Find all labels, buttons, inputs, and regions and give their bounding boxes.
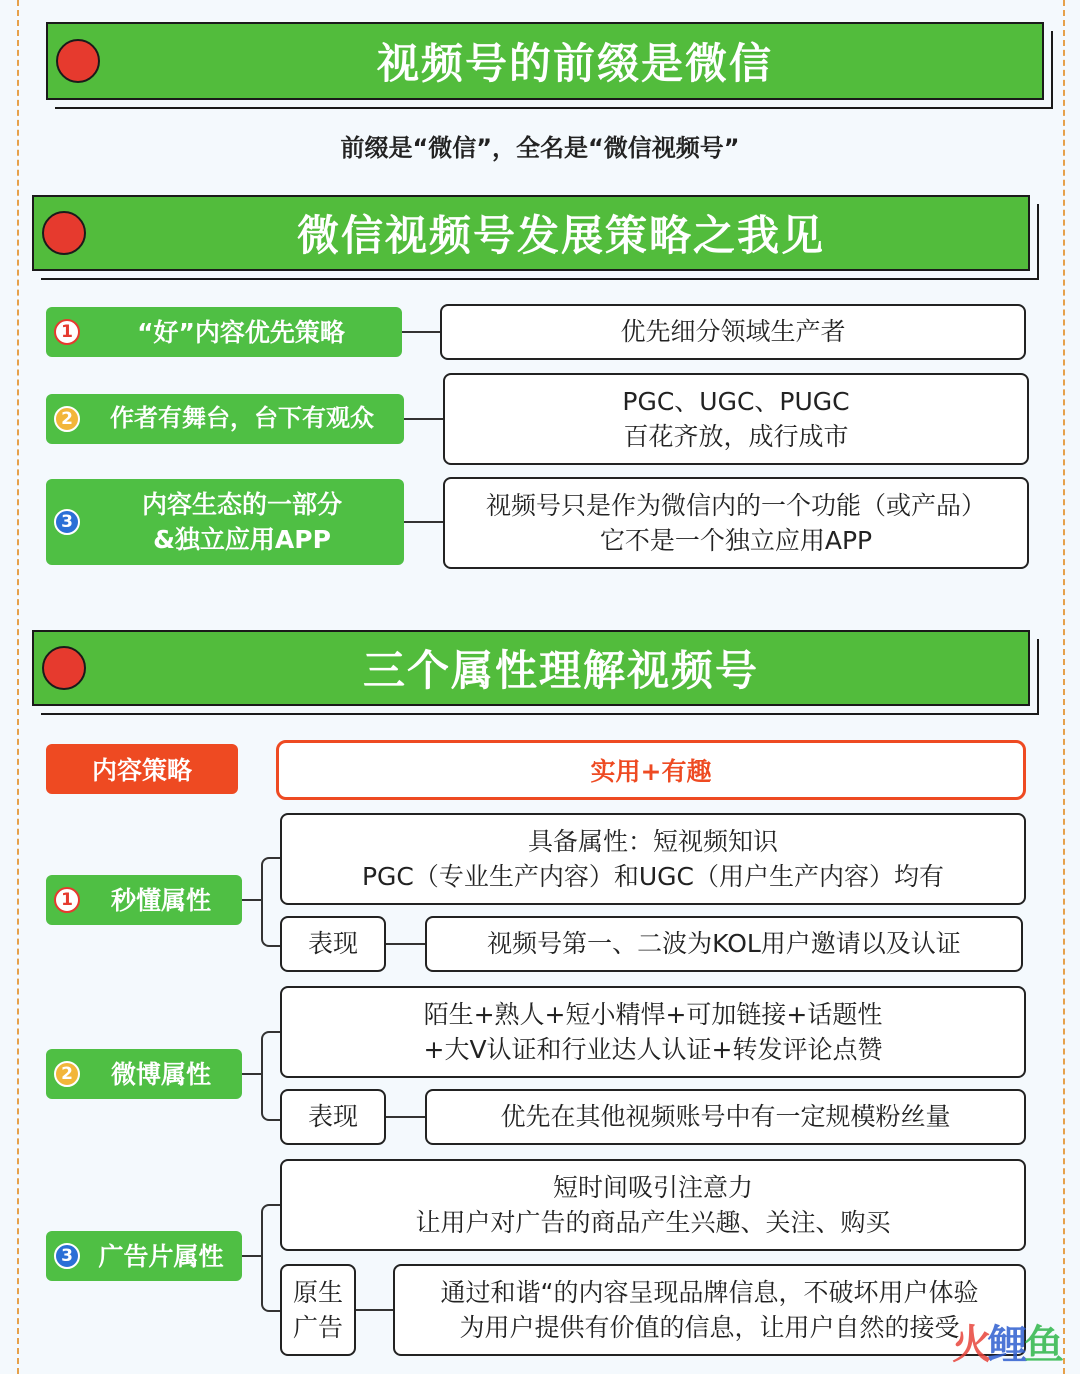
section1-banner [46, 22, 1044, 100]
strategy-2-desc-line2: 百花齐放，成行成市 [623, 422, 849, 451]
attribute-3-sub-desc-box [393, 1264, 1026, 1356]
left-dashed-border [17, 0, 19, 1374]
bracket [261, 1204, 281, 1312]
attribute-1-desc-box [280, 813, 1026, 905]
number-1-icon: 1 [54, 319, 80, 345]
connector [356, 1309, 393, 1311]
number-3-icon: 3 [54, 509, 80, 535]
connector [242, 1255, 262, 1257]
section1-title: 视频号的前缀是微信 [376, 39, 773, 88]
strategy-1-label: “好”内容优先策略 [137, 317, 345, 347]
strategy-3-label-line1: 内容生态的一部分 [141, 490, 342, 519]
attribute-1-sub-desc: 视频号第一、二波为KOL用户邀请以及认证 [487, 929, 961, 959]
connector [386, 1116, 425, 1118]
attribute-2-label: 微博属性 [110, 1059, 211, 1089]
watermark-logo: 火鲤鱼 [952, 1322, 1060, 1368]
number-2-icon: 2 [54, 406, 80, 432]
strategy-1-desc: 优先细分领域生产者 [620, 317, 846, 347]
attribute-3-desc-box [280, 1159, 1026, 1251]
connector [402, 331, 440, 333]
number-1-icon: 1 [54, 887, 80, 913]
strategy-2-label: 作者有舞台，台下有观众 [110, 404, 374, 433]
strategy-2-label-box [46, 394, 404, 444]
strategy-1-label-box [46, 307, 402, 357]
attribute-3-label-box [46, 1231, 242, 1281]
attribute-2-desc-line2: +大V认证和行业达人认证+转发评论点赞 [423, 1035, 883, 1064]
section2-banner [32, 195, 1030, 271]
attribute-2-desc-box [280, 986, 1026, 1078]
section3-title: 三个属性理解视频号 [362, 646, 759, 695]
section3-banner [32, 630, 1030, 706]
attribute-3-sub-desc-line1: 通过和谐“的内容呈现品牌信息，不破坏用户体验 [440, 1277, 979, 1307]
number-2-icon: 2 [54, 1061, 80, 1087]
strategy-2-desc-line1: PGC、UGC、PUGC [622, 386, 850, 416]
strategy-3-label-line2: &独立应用APP [153, 525, 331, 554]
attribute-1-label: 秒懂属性 [110, 885, 211, 915]
section2-title: 微信视频号发展策略之我见 [296, 211, 825, 260]
connector [242, 1073, 262, 1075]
attribute-1-label-box [46, 875, 242, 925]
attribute-3-sub-label: 原生 广告 [280, 1264, 356, 1356]
right-dashed-border [1063, 0, 1065, 1374]
red-dot-icon [56, 39, 100, 83]
red-dot-icon [42, 646, 86, 690]
number-3-icon: 3 [54, 1243, 80, 1269]
connector [242, 899, 262, 901]
attribute-2-sub-label: 表现 [280, 1089, 386, 1145]
strategy-3-desc-line1: 视频号只是作为微信内的一个功能（或产品） [485, 490, 986, 520]
connector [404, 521, 443, 523]
strategy-3-label-box [46, 479, 404, 565]
strategy-3-desc-line2: 它不是一个独立应用APP [599, 526, 873, 555]
attribute-1-desc-line2: PGC（专业生产内容）和UGC（用户生产内容）均有 [361, 862, 945, 891]
attribute-2-label-box [46, 1049, 242, 1099]
strategy-2-desc-box [443, 373, 1029, 465]
bracket [261, 1031, 281, 1121]
content-strategy-value: 实用+有趣 [276, 740, 1026, 800]
red-dot-icon [42, 211, 86, 255]
attribute-3-sub-desc-line2: 为用户提供有价值的信息，让用户自然的接受 [459, 1313, 960, 1342]
attribute-2-desc-line1: 陌生+熟人+短小精悍+可加链接+话题性 [423, 999, 883, 1029]
connector [404, 418, 443, 420]
attribute-1-desc-line1: 具备属性：短视频知识 [527, 826, 778, 856]
attribute-3-label: 广告片属性 [98, 1241, 224, 1271]
content-strategy-label: 内容策略 [46, 744, 238, 794]
strategy-1-desc-box [440, 304, 1026, 360]
attribute-3-desc-line1: 短时间吸引注意力 [552, 1172, 753, 1202]
attribute-3-desc-line2: 让用户对广告的商品产生兴趣、关注、购买 [415, 1208, 891, 1237]
attribute-2-sub-desc-box [425, 1089, 1026, 1145]
section1-subtitle: 前缀是“微信”，全名是“微信视频号” [340, 134, 740, 162]
strategy-3-desc-box [443, 477, 1029, 569]
attribute-1-sub-desc-box [425, 916, 1023, 972]
attribute-2-sub-desc: 优先在其他视频账号中有一定规模粉丝量 [500, 1102, 951, 1132]
bracket [261, 857, 281, 947]
connector [386, 943, 425, 945]
attribute-1-sub-label: 表现 [280, 916, 386, 972]
